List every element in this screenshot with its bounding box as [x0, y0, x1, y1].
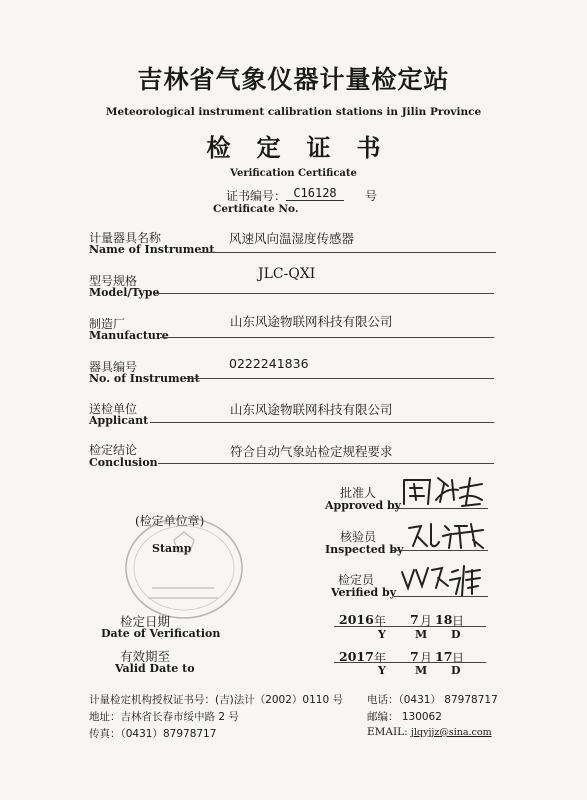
valid-date-label-cn: 有效期至 [120, 649, 171, 664]
valid-y-abbr: Y [378, 664, 386, 677]
verification-day-unit: 日 [452, 614, 465, 628]
footer-address: 地址：吉林省长春市绥中路 2 号 [89, 711, 239, 723]
stamp-seal-icon [118, 510, 248, 620]
issuer-title-en: Meteorological instrument calibration stations in Jilin Province [105, 106, 482, 118]
inspected-by-label-cn: 核验员 [340, 530, 377, 544]
approved-by-label-en: Approved by [325, 499, 402, 512]
inspected-underline [392, 550, 488, 551]
certificate-no-label-en: Certificate No. [213, 203, 299, 215]
verified-by-label-cn: 检定员 [338, 573, 375, 587]
inspected-by-label-en: Inspected by [325, 543, 404, 556]
verification-date-label-en: Date of Verification [101, 627, 221, 640]
field-model-label-en: Model/Type [89, 286, 160, 299]
field-name-label-cn: 计量器具名称 [89, 231, 162, 245]
field-instrument-no-underline [186, 378, 494, 379]
footer-postcode: 邮编： 130062 [367, 711, 442, 723]
field-conclusion-underline [158, 463, 494, 464]
valid-date-underline [334, 662, 486, 663]
field-name-value: 风速风向温湿度传感器 [229, 231, 355, 246]
verification-year-unit: 年 [374, 614, 387, 628]
valid-day-unit: 日 [452, 651, 465, 665]
field-name-underline [200, 252, 496, 253]
verification-m-abbr: M [415, 628, 428, 641]
field-manufacture-label-en: Manufacture [89, 329, 169, 342]
verification-y-abbr: Y [378, 628, 386, 641]
verification-month-unit: 月 [420, 614, 433, 628]
valid-month-unit: 月 [420, 651, 433, 665]
valid-d-abbr: D [451, 664, 461, 677]
footer-authorization-no: 计量检定机构授权证书号：(吉)法计（2002）0110 号 [89, 694, 343, 706]
field-applicant-label-en: Applicant [89, 414, 149, 427]
verification-date-underline [334, 626, 486, 627]
verifier-signature [398, 560, 484, 600]
footer-email-label: EMAIL: [367, 726, 408, 738]
footer-fax: 传真：（0431）87978717 [89, 728, 217, 740]
valid-month: 7 [410, 649, 419, 664]
verification-year: 2016 [339, 612, 374, 627]
field-conclusion-value: 符合自动气象站检定规程要求 [230, 444, 393, 459]
inspected-signature [405, 518, 485, 552]
field-applicant-value: 山东风途物联网科技有限公司 [230, 402, 393, 417]
certificate-no-label-cn: 证书编号： [226, 189, 287, 203]
certificate-no-suffix: 号 [365, 189, 378, 203]
verified-by-label-en: Verified by [331, 586, 397, 599]
stamp-label-cn: (检定单位章) [135, 514, 205, 528]
field-manufacture-label-cn: 制造厂 [89, 317, 126, 331]
valid-m-abbr: M [415, 664, 428, 677]
footer-email-link[interactable]: jlqyjjz@sina.com [411, 727, 492, 738]
approved-signature [400, 470, 486, 510]
approved-by-label-cn: 批准人 [340, 486, 377, 500]
field-conclusion-label-cn: 检定结论 [89, 443, 138, 457]
verified-underline [394, 596, 488, 597]
field-model-value: JLC-QXI [258, 266, 316, 282]
field-conclusion-label-en: Conclusion [89, 456, 158, 469]
footer-email-row [367, 726, 492, 738]
valid-date-label-en: Valid Date to [115, 662, 195, 675]
certificate-title-cn: 检定证书 [206, 133, 407, 162]
verification-month: 7 [410, 612, 419, 627]
field-instrument-no-label-cn: 器具编号 [89, 360, 138, 374]
verification-d-abbr: D [451, 628, 461, 641]
field-model-underline [154, 293, 494, 294]
footer-phone: 电话：（0431） 87978717 [367, 694, 498, 706]
approved-underline [392, 508, 488, 509]
field-model-label-cn: 型号规格 [89, 274, 138, 288]
stamp-label-en: Stamp [152, 542, 192, 555]
field-applicant-label-cn: 送检单位 [89, 402, 138, 416]
verification-day: 18 [435, 612, 453, 627]
valid-year: 2017 [339, 649, 374, 664]
certificate-no-value: C16128 [286, 186, 344, 201]
field-name-label-en: Name of Instrument [89, 243, 215, 256]
verification-date-label-cn: 检定日期 [120, 614, 171, 629]
valid-day: 17 [435, 649, 453, 664]
valid-year-unit: 年 [374, 651, 387, 665]
certificate-title-en: Verification Certificate [230, 168, 357, 179]
field-manufacture-underline [160, 337, 494, 338]
issuer-title-cn: 吉林省气象仪器计量检定站 [137, 65, 450, 94]
field-instrument-no-label-en: No. of Instrument [89, 372, 200, 385]
field-applicant-underline [150, 422, 494, 423]
field-instrument-no-value: 0222241836 [229, 356, 309, 371]
field-manufacture-value: 山东风途物联网科技有限公司 [230, 314, 393, 329]
